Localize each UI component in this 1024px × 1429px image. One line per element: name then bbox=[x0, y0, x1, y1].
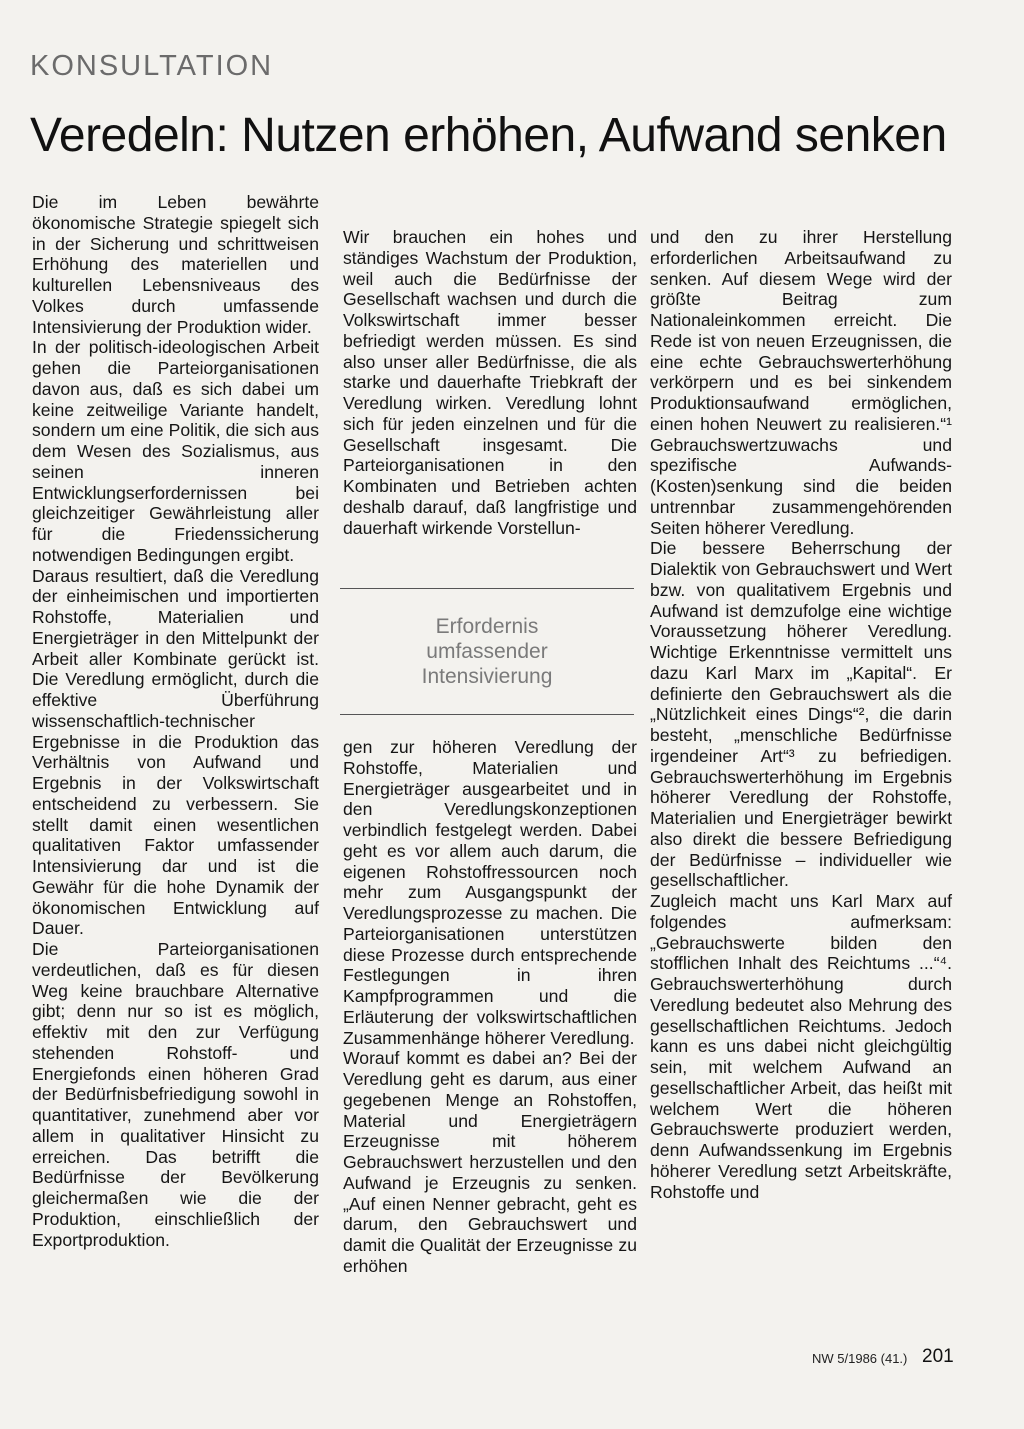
paragraph: Worauf kommt es dabei an? Bei der Veredlung geht es darum, aus einer gegebenen Menge an Rohstoffen, Material und Energieträgern Erzeugnisse mit höherem Gebrauchswert herzustellen und den Aufwand je Erzeugnis zu senken. „Auf einen Nenner gebracht, geht es darum, den Gebrauchswert und damit die Qualität der Erzeugnisse zu erhöhen bbox=[343, 1048, 637, 1276]
section-kicker: KONSULTATION bbox=[30, 50, 274, 82]
paragraph: Die im Leben bewährte ökonomische Strategie spiegelt sich in der Sicherung und schrittweisen Erhöhung des materiellen und kulturellen Lebensniveaus des Volkes durch umfassende Intensivierung der Produktion wider. bbox=[32, 192, 319, 337]
text-column-2-bottom bbox=[343, 737, 637, 1277]
paragraph: In der politisch-ideologischen Arbeit gehen die Parteiorganisationen davon aus, daß es sich dabei um keine zeitweilige Variante handelt, sondern um eine Politik, die sich aus dem Wesen des Sozialismus, aus seinen inneren Entwicklungserfordernissen bei gleichzeitiger Gewährleistung aller für die Friedenssicherung notwendigen Bedingungen ergibt. bbox=[32, 337, 319, 565]
paragraph: und den zu ihrer Herstellung erforderlichen Arbeitsaufwand zu senken. Auf diesem Wege wird der größte Beitrag zum Nationaleinkommen erreicht. Die Rede ist von neuen Erzeugnissen, die eine echte Gebrauchswerterhöhung verkörpern und es bei sinkendem Produktionsaufwand ermöglichen, einen hohen Neuwert zu realisieren.“¹ Gebrauchswertzuwachs und spezifische Aufwands-(Kosten)senkung sind die beiden untrennbar zusammengehörenden Seiten höherer Veredlung. bbox=[650, 227, 952, 538]
paragraph: Zugleich macht uns Karl Marx auf folgendes aufmerksam: „Gebrauchswerte bilden den stofflichen Inhalt des Reichtums ...“⁴. Gebrauchswerterhöhung durch Veredlung bedeutet also Mehrung des gesellschaftlichen Reichtums. Jedoch kann es uns dabei nicht gleichgültig sein, mit welchem Aufwand an gesellschaftlicher Arbeit, das heißt mit welchem Wert die höheren Gebrauchswerte produziert werden, denn Aufwandssenkung im Ergebnis höherer Veredlung setzt Arbeitskräfte, Rohstoffe und bbox=[650, 891, 952, 1202]
callout-text bbox=[340, 614, 634, 689]
callout-rule-bottom bbox=[340, 714, 634, 715]
paragraph: Die bessere Beherrschung der Dialektik von Gebrauchswert und Wert bzw. von qualitativem Ergebnis und Aufwand ist demzufolge eine wichtige Voraussetzung höherer Veredlung. Wichtige Erkenntnisse vermittelt uns dazu Karl Marx im „Kapital“. Er definierte den Gebrauchswert als die „Nützlichkeit eines Dings“², die darin besteht, „menschliche Bedürfnisse irgendeiner Art“³ zu befriedigen. Gebrauchswerterhöhung im Ergebnis höherer Veredlung der Rohstoffe, Materialien und Energieträger bewirkt also direkt die bessere Befriedigung der Bedürfnisse – individueller wie gesellschaftlicher. bbox=[650, 538, 952, 891]
paragraph: Die Parteiorganisationen verdeutlichen, daß es für diesen Weg keine brauchbare Alternative gibt; denn nur so ist es möglich, effektiv mit den zur Verfügung stehenden Rohstoff- und Energiefonds einen höheren Grad der Bedürfnisbefriedigung sowohl in quantitativer, zunehmend aber vor allem in qualitativer Hinsicht zu erreichen. Das betrifft die Bedürfnisse der Bevölkerung gleichermaßen wie die der Produktion, einschließlich der Exportproduktion. bbox=[32, 939, 319, 1250]
callout-line: Intensivierung bbox=[421, 665, 553, 688]
paragraph: gen zur höheren Veredlung der Rohstoffe, Materialien und Energieträger ausgearbeitet und in den Veredlungskonzeptionen verbindlich festgelegt werden. Dabei geht es vor allem auch darum, die eigenen Rohstoffressourcen noch mehr zum Ausgangspunkt der Veredlungsprozesse zu machen. Die Parteiorganisationen unterstützen diese Prozesse durch entsprechende Festlegungen in ihren Kampfprogrammen und die Erläuterung der volkswirtschaftlichen Zusammenhänge höherer Veredlung. bbox=[343, 737, 637, 1048]
callout-rule-top bbox=[340, 588, 634, 589]
callout-line: umfassender bbox=[426, 640, 548, 663]
text-column-2-top bbox=[343, 227, 637, 538]
callout-line: Erfordernis bbox=[435, 615, 539, 638]
page-number: 201 bbox=[922, 1346, 954, 1367]
paragraph: Daraus resultiert, daß die Veredlung der einheimischen und importierten Rohstoffe, Materialien und Energieträger in den Mittelpunkt der Arbeit aller Kombinate gerückt ist. Die Veredlung ermöglicht, durch die effektive Überführung wissenschaftlich-technischer Ergebnisse in die Produktion das Verhältnis von Aufwand und Ergebnis in der Volkswirtschaft entscheidend zu verbessern. Sie stellt damit einen wesentlichen qualitativen Faktor umfassender Intensivierung dar und ist die Gewähr für die hohe Dynamik der ökonomischen Entwicklung auf Dauer. bbox=[32, 565, 319, 939]
issue-reference: NW 5/1986 (41.) bbox=[812, 1351, 908, 1366]
article-headline: Veredeln: Nutzen erhöhen, Aufwand senken bbox=[30, 109, 947, 162]
text-column-3 bbox=[650, 227, 952, 1202]
text-column-1 bbox=[32, 192, 319, 1250]
paragraph: Wir brauchen ein hohes und ständiges Wachstum der Produktion, weil auch die Bedürfnisse der Gesellschaft wachsen und durch die Volkswirtschaft immer besser befriedigt werden müssen. Es sind also unser aller Bedürfnisse, die als starke und dauerhafte Triebkraft der Veredlung wirken. Veredlung lohnt sich für jeden einzelnen und für die Gesellschaft insgesamt. Die Parteiorganisationen in den Kombinaten und Betrieben achten deshalb darauf, daß langfristige und dauerhaft wirkende Vorstellun- bbox=[343, 227, 637, 538]
pull-quote bbox=[340, 588, 634, 714]
